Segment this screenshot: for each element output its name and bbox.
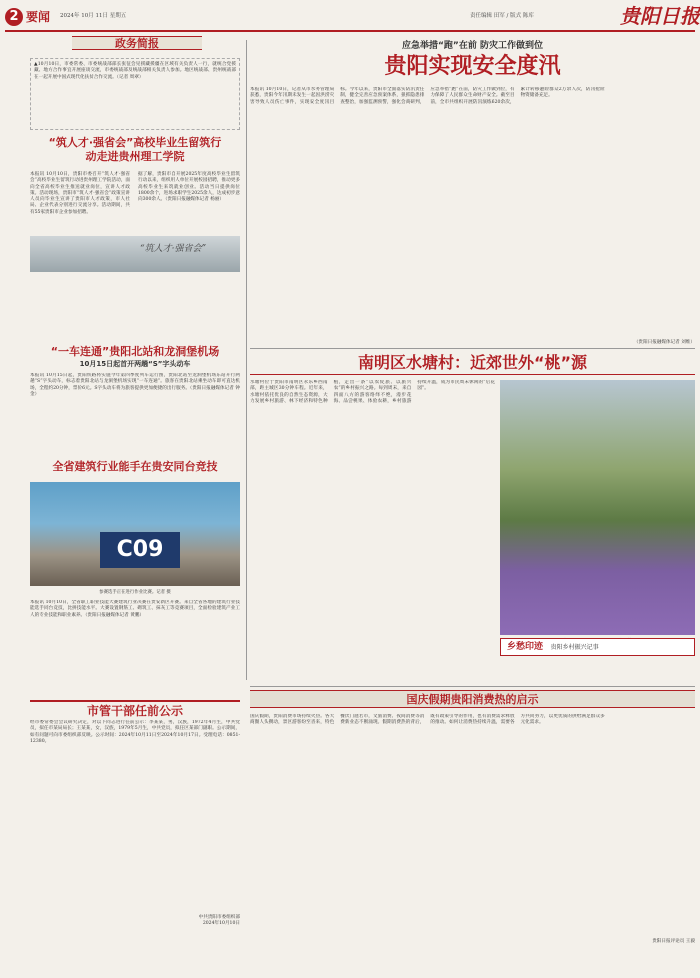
strip-text: 贵阳乡村振兴记事 <box>550 644 599 651</box>
editorial-body: 国庆假期，贵阳消费市场持续火热。各大商圈人头攒动，景区游客纷至沓来，特色餐饮门庭若市，文旅消费、夜间消费等消费新业态不断涌现。假期消费热的背后，既有政策引导的作用，也有消费需求释放的推动。如何让消费热持续升温，需要各方共同努力，以更优质的供给满足群众多元化需求。 <box>250 714 605 726</box>
article-talent-body-right: 据了解，贵阳市自开展2025年度高校毕业生留筑行动以来，组织用人单位开展校园招聘，推动更多高校毕业生来筑就业创业。活动当日提供岗位1800余个，进场求职学生2025余人，达成初步意向300余人。（贵阳日报融媒体记者 杨丽） <box>138 172 240 203</box>
article-train-title: “一车连通”贵阳北站和龙洞堡机场 <box>50 345 220 358</box>
lead-bottom-rule <box>250 348 695 349</box>
construction-photo <box>30 482 240 586</box>
editorial-title-box <box>250 690 695 708</box>
article-train <box>30 345 240 460</box>
recruit-strip <box>500 638 695 656</box>
feature-title: 南明区水塘村：近郊世外“桃”源 <box>250 352 695 375</box>
news-brief-title-box <box>72 36 202 50</box>
feature-body-left: 水塘村位于贵阳市南明区永乐乡西南部，距主城区30分钟车程。近年来，水塘村依托优良的自然生态资源，大力发展乡村旅游、林下经济和特色种植，走出一条“以农促旅、以旅兴农”的乡村振兴之路。每到周末，来自四面八方的游客络绎不绝，漫步花海、品尝桃果、体验农耕，乡村旅游持续升温，成为市民周末休闲的“后花园”。 <box>250 380 495 404</box>
notice-box <box>30 700 240 945</box>
article-talent-title: “筑人才·强省会”高校毕业生留筑行动走进贵州理工学院 <box>48 136 222 163</box>
notice-footer: 中共贵阳市委组织部 2024年10月10日 <box>198 915 240 927</box>
header-rule <box>5 30 695 32</box>
brand-logo: 贵阳日报 <box>620 4 700 28</box>
section-name: 要闻 <box>26 10 51 24</box>
date-line: 2024年 10月 11日 星期五 <box>60 13 127 19</box>
editor-line: 责任编辑 田军 / 版式 陈库 <box>470 13 534 19</box>
notice-title: 市管干部任前公示 <box>86 704 183 718</box>
editorial-sign: 贵阳日报评论员 王毅 <box>652 938 695 944</box>
editorial-title: 国庆假期贵阳消费热的启示 <box>406 693 539 706</box>
editorial <box>250 690 695 945</box>
feature-story <box>250 352 695 682</box>
page-number-badge: 2 <box>5 8 23 26</box>
lead-title: 贵阳实现安全度汛 <box>384 54 561 79</box>
lead-sign: （贵阳日报融媒体记者 刘维） <box>633 339 695 345</box>
feature-photo <box>500 380 695 635</box>
article-train-subtitle: 10月15日起首开两趟“S”字头动车 <box>79 360 191 368</box>
news-brief-body: ▲10月10日，市委常委、市委统战部部长张征会见援藏援疆在区域有关负责人一行，就统合党援藏、地方合作事宜开展座谈交流，市委统战部及统战部相关负责人参加。地区统战部、贵州统战部在一起开展中国式现代化扶贫合作交流。（记者 周翠） <box>30 58 240 130</box>
talent-banner-photo <box>30 236 240 272</box>
feature-bottom-rule <box>250 686 695 687</box>
article-construction <box>30 460 240 645</box>
construction-photo-caption: 参赛选手正在进行作业比赛。记者 摄 <box>99 590 171 595</box>
notice-body: 经市委常委会会议研究决定，对以下同志进行任前公示：李某某，男，汉族，1972年4月生，中共党员，拟任市某局局长；王某某，女，汉族，1979年5月生，中共党员，拟任区某部门副职。公示期间，如有问题可向市委组织部反映。公示时间：2024年10月11日至2024年10月17日。受理电话：0851-12380。 <box>30 720 240 744</box>
lead-kicker: 应急举措“跑”在前 防灾工作做到位 <box>402 41 543 51</box>
lead-story <box>250 36 695 346</box>
article-talent-body-left: 本报讯 10月10日，贵阳市委召开“筑人才·强省会”高校毕业生留筑行动进贵州理工学院活动，面向全省高校毕业生推送就业岗位，宣讲人才政策。活动现场，贵阳市“筑人才·强省会”政策宣讲人员向毕业生宣讲了贵阳市人才政策，市人社局、企业代表分别进行交流分享。活动期间，共有55家贵阳市企业参加招聘。 <box>30 172 130 215</box>
lead-body: 本报讯 10月10日，记者从市水务管理局获悉，贵阳今年汛期未发生一起因洪涝灾害导致人员伤亡事件，实现安全度汛目标。今年以来，贵阳市全面落实防汛责任制，健全完善应急预案体系，狠抓隐患排查整治，加强监测预警，强化会商研判，应急举措“跑”在前，防灾工作做到位，有力保障了人民群众生命财产安全。截至目前，全市共组织开展防汛演练620余次，累计转移避险群众2万余人次，防汛抢险物资储备充足。 <box>250 87 605 105</box>
strip-label: 乡愁印迹 <box>507 642 544 652</box>
article-train-body: 本报讯 10月15日起，贵阳铁路将实施今年第四季度列车运行图，贵阳北站至龙洞堡机场东站开行两趟“S”字头动车，标志着贵阳北站与龙洞堡机场实现“一车连通”。旅客在贵阳北站乘坐动车即可直达机场，全程约20分钟，票价6元。S字头动车将为旅客提供更加便捷的出行服务。（贵阳日报融媒体记者 钟金） <box>30 373 240 397</box>
talent-banner-text: “筑人才·强省会” <box>140 244 207 254</box>
news-brief-title: 政务简报 <box>115 37 159 50</box>
column-divider <box>246 40 247 680</box>
article-construction-title: 全省建筑行业能手在贵安同台竞技 <box>52 460 218 473</box>
photo-board: C09 <box>100 532 180 568</box>
article-construction-body: 本报讯 10月10日，全省职工职业技能大赛建筑行业决赛在贵安新区开赛。来自全省各地的建筑行业技能选手同台竞技，比拼技能水平。大赛设置钢筋工、砌筑工、抹灰工等竞赛项目，全面检验建筑产业工人的专业技能和职业素养。（贵阳日报融媒体记者 黄鹏） <box>30 600 240 618</box>
article-talent <box>30 136 240 336</box>
news-brief <box>30 36 240 132</box>
